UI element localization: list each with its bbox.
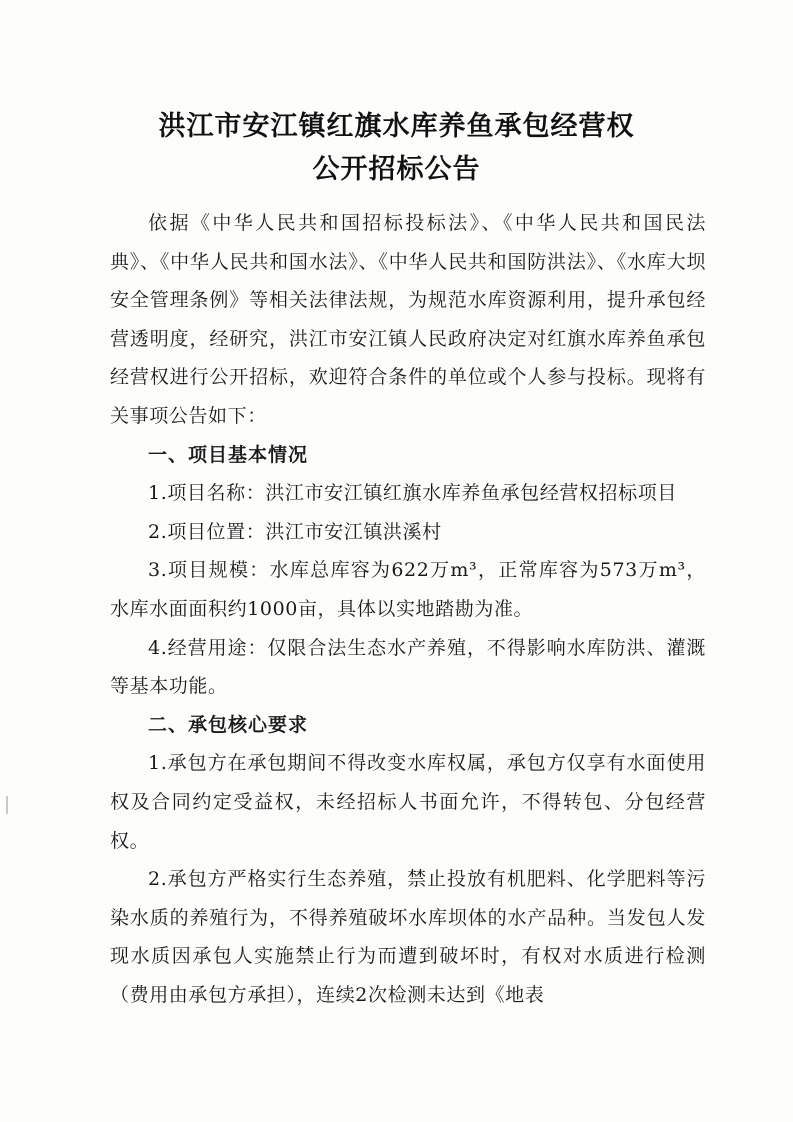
intro-paragraph: 依据《中华人民共和国招标投标法》、《中华人民共和国民法典》、《中华人民共和国水法》、《中华人民共和国防洪法》、《水库大坝安全管理条例》等相关法律法规，为规范水库资源利用，提升承包经营透明度，经研究，洪江市安江镇人民政府决定对红旗水库养鱼承包经营权进行公开招标，欢迎符合条件的单位或个人参与投标。现将有关事项公告如下： — [110, 212, 706, 427]
section1-item: 3.项目规模：水库总库容为622万m³，正常库容为573万m³，水库水面面积约1000亩，具体以实地踏勘为准。 — [110, 559, 706, 620]
section1-heading: 一、项目基本情况 — [148, 443, 309, 466]
section2-item: 1.承包方在承包期间不得改变水库权属，承包方仅享有水面使用权及合同约定受益权，未经招标人书面允许，不得转包、分包经营权。 — [110, 752, 706, 852]
document-body — [110, 204, 706, 1014]
section2-item: 2.承包方严格实行生态养殖，禁止投放有机肥料、化学肥料等污染水质的养殖行为，不得养殖破坏水库坝体的水产品种。当发包人发现水质因承包人实施禁止行为而遭到破坏时，有权对水质进行检测（费用由承包方承担），连续2次检测未达到《地表 — [110, 868, 706, 1006]
section2-heading: 二、承包核心要求 — [148, 713, 309, 736]
document-title-line1: 洪江市安江镇红旗水库养鱼承包经营权 — [158, 111, 635, 142]
section1-item: 1.项目名称：洪江市安江镇红旗水库养鱼承包经营权招标项目 — [148, 482, 677, 505]
document-title-line2: 公开招标公告 — [312, 154, 481, 185]
scan-binding-mark — [6, 796, 8, 814]
section1-item: 4.经营用途：仅限合法生态水产养殖，不得影响水库防洪、灌溉等基本功能。 — [110, 636, 706, 698]
section1-item: 2.项目位置：洪江市安江镇洪溪村 — [148, 520, 442, 543]
